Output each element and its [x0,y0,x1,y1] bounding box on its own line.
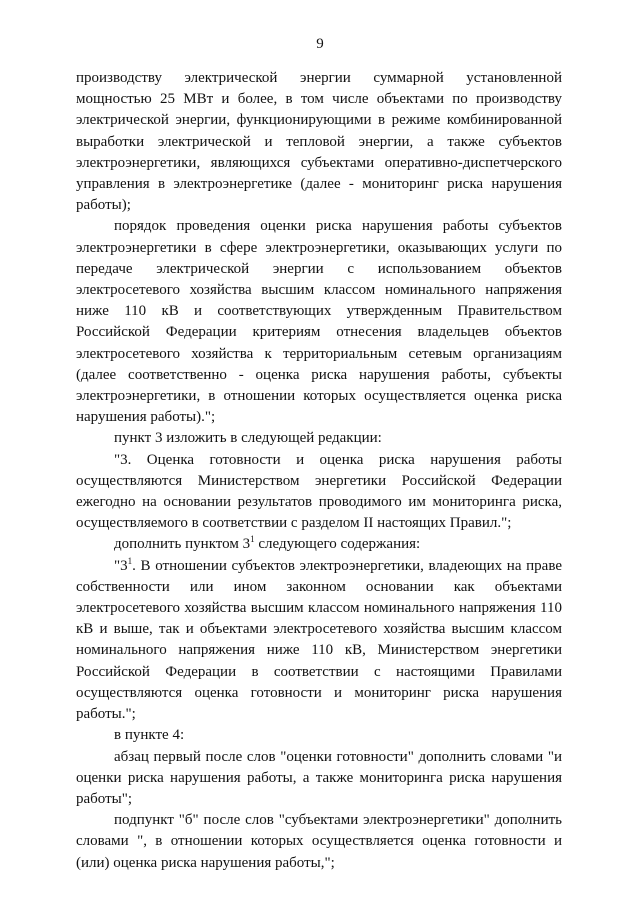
paragraph-point-4-instruction: в пункте 4: [114,727,185,744]
paragraph-add-point-3-1 [76,534,562,555]
text-fragment: . В отношении субъектов электроэнергетики, владеющих на праве собственности или ином законном основании как объектами электросетевого хозяйства высшим классом номинального напряжения 110 кВ и выше, так и объектами электросетевого хозяйства высшим классом номинального напряжения ниже 110 кВ, Министерством энергетики Российской Федерации в соответствии с настоящими Правилами осуществляются оценка готовности и мониторинг риска нарушения работы."; [76,557,562,723]
paragraph-point-4-first-abzac: абзац первый после слов "оценки готовности" дополнить словами "и оценки риска нарушения работы, а также мониторинга риска нарушения работы"; [76,748,562,807]
paragraph-point-4-subpoint-b: подпункт "б" после слов "субъектами электроэнергетики" дополнить словами ", в отношении которых осуществляется оценка готовности и (или) оценка риска нарушения работы,"; [76,812,562,871]
paragraph-point-3-text: "3. Оценка готовности и оценка риска нарушения работы осуществляются Министерством энергетики Российской Федерации ежегодно на основании результатов проводимого им мониторинга риска, осуществляемого в соответствии с разделом II настоящих Правил."; [76,451,562,532]
paragraph-risk-assessment-procedure: порядок проведения оценки риска нарушения работы субъектов электроэнергетики в сфере электроэнергетики, оказывающих услуги по передаче электрической энергии с использованием объектов электросетевого хозяйства высшим классом номинального напряжения ниже 110 кВ и соответствующих утвержденным Правительством Российской Федерации критериям отнесения владельцев объектов электросетевого хозяйства к территориальным сетевым организациям (далее соответственно - оценка риска нарушения работы, субъекты электроэнергетики, в отношении которых осуществляется оценка риска нарушения работы)."; [76,218,562,426]
superscript: 1 [127,555,133,566]
page-number: 9 [316,36,324,52]
paragraph-point-3-instruction: пункт 3 изложить в следующей редакции: [114,430,382,447]
superscript: 1 [250,534,255,545]
paragraph-monitoring-end: производству электрической энергии суммарной установленной мощностью 25 МВт и более, в том числе объектами по производству электрической энергии, функционирующими в режиме комбинированной выработки электрической и тепловой энергии, а также субъектов электроэнергетики, являющихся субъектами оперативно-диспетчерского управления в электроэнергетике (далее - мониторинг риска нарушения работы); [76,70,562,214]
text-fragment: "3 [114,557,128,574]
text-fragment: следующего содержания: [254,536,421,553]
document-body [76,68,562,874]
text-fragment: дополнить пунктом 3 [114,536,251,553]
paragraph-point-3-1-text [76,556,562,726]
